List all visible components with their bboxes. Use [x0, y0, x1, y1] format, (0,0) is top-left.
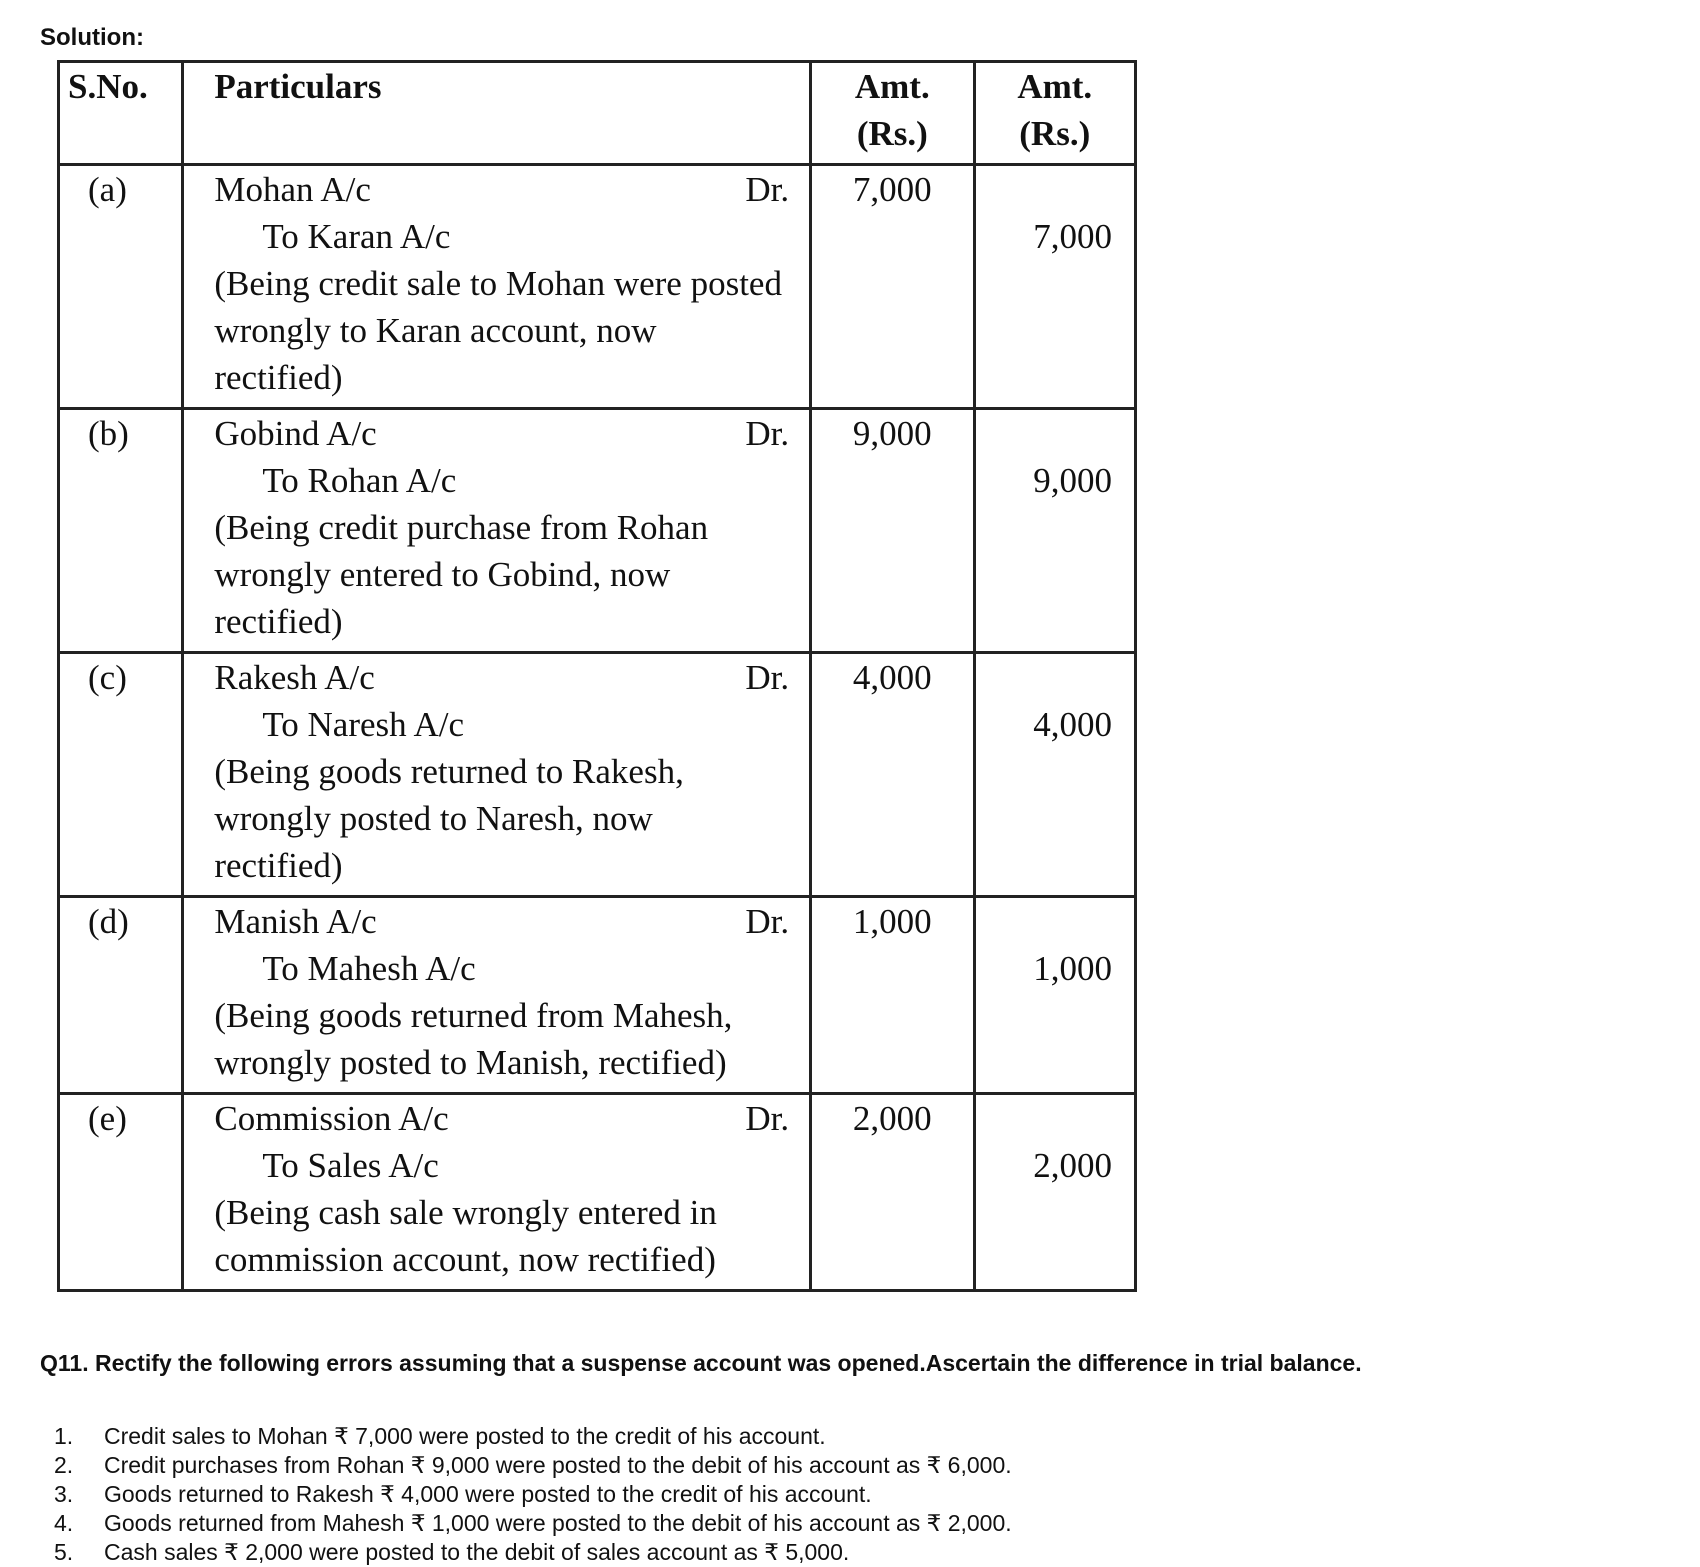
dr-marker: Dr. [745, 658, 790, 697]
credit-account: To Sales A/c [262, 1146, 439, 1185]
list-item [40, 1422, 1012, 1451]
credit-amount: 4,000 [1033, 705, 1112, 744]
list-item-number: 4. [54, 1510, 74, 1536]
header-debit-amount-line1: Amt. [854, 67, 930, 106]
row-sno: (a) [59, 165, 183, 409]
error-list [40, 1422, 1012, 1567]
list-item-number: 1. [54, 1423, 74, 1449]
credit-account: To Mahesh A/c [262, 949, 476, 988]
list-item [40, 1480, 1012, 1509]
row-sno: (b) [59, 409, 183, 653]
row-particulars [183, 165, 811, 409]
list-item-text: Cash sales ₹ 2,000 were posted to the debit of sales account as ₹ 5,000. [104, 1539, 850, 1565]
header-sno: S.No. [59, 62, 183, 165]
list-item [40, 1451, 1012, 1480]
table-header-row [59, 62, 1136, 165]
table-row [59, 165, 1136, 409]
credit-account: To Karan A/c [262, 217, 451, 256]
question-heading: Q11. Rectify the following errors assuming that a suspense account was opened.Ascertain the difference in trial balance. [40, 1350, 1362, 1376]
header-particulars: Particulars [183, 62, 811, 165]
debit-line [214, 166, 789, 213]
debit-line [214, 898, 789, 945]
table-row [59, 897, 1136, 1094]
dr-marker: Dr. [745, 1099, 790, 1138]
dr-marker: Dr. [745, 902, 790, 941]
credit-amount-cell [974, 409, 1135, 653]
header-credit-amount [974, 62, 1135, 165]
row-particulars [183, 409, 811, 653]
list-item-text: Credit sales to Mohan ₹ 7,000 were posted to the credit of his account. [104, 1423, 826, 1449]
list-item-number: 3. [54, 1481, 74, 1507]
credit-amount-cell [974, 165, 1135, 409]
debit-line [214, 1095, 789, 1142]
table-row [59, 409, 1136, 653]
credit-amount: 2,000 [1033, 1146, 1112, 1185]
narration: (Being cash sale wrongly entered in commission account, now rectified) [214, 1193, 717, 1279]
debit-amount: 9,000 [811, 409, 974, 653]
row-sno: (c) [59, 653, 183, 897]
debit-account: Manish A/c [214, 902, 377, 941]
list-item-number: 5. [54, 1539, 74, 1565]
narration: (Being goods returned from Mahesh, wrongly posted to Manish, rectified) [214, 996, 733, 1082]
credit-amount-cell [974, 1094, 1135, 1291]
credit-amount: 9,000 [1033, 461, 1112, 500]
narration: (Being credit purchase from Rohan wrongly entered to Gobind, now rectified) [214, 508, 709, 641]
list-item-text: Goods returned from Mahesh ₹ 1,000 were posted to the debit of his account as ₹ 2,000. [104, 1510, 1012, 1536]
debit-amount: 2,000 [811, 1094, 974, 1291]
dr-marker: Dr. [745, 414, 790, 453]
credit-amount-cell [974, 897, 1135, 1094]
list-item [40, 1509, 1012, 1538]
solution-label: Solution: [40, 24, 144, 51]
debit-account: Rakesh A/c [214, 658, 375, 697]
debit-account: Mohan A/c [214, 170, 371, 209]
journal-entries-table [57, 60, 1137, 1292]
credit-amount-cell [974, 653, 1135, 897]
credit-account: To Rohan A/c [262, 461, 457, 500]
debit-amount: 4,000 [811, 653, 974, 897]
debit-line [214, 410, 789, 457]
row-sno: (d) [59, 897, 183, 1094]
table-row [59, 1094, 1136, 1291]
narration: (Being credit sale to Mohan were posted wrongly to Karan account, now rectified) [214, 264, 782, 397]
header-credit-amount-line1: Amt. [1017, 67, 1093, 106]
credit-amount: 1,000 [1033, 949, 1112, 988]
header-debit-amount [811, 62, 974, 165]
list-item-text: Goods returned to Rakesh ₹ 4,000 were posted to the credit of his account. [104, 1481, 872, 1507]
debit-line [214, 654, 789, 701]
dr-marker: Dr. [745, 170, 790, 209]
credit-account: To Naresh A/c [262, 705, 465, 744]
list-item-number: 2. [54, 1452, 74, 1478]
row-particulars [183, 1094, 811, 1291]
header-debit-amount-line2: (Rs.) [856, 114, 928, 153]
list-item [40, 1538, 1012, 1567]
list-item-text: Credit purchases from Rohan ₹ 9,000 were posted to the debit of his account as ₹ 6,000. [104, 1452, 1012, 1478]
table-row [59, 653, 1136, 897]
debit-amount: 1,000 [811, 897, 974, 1094]
row-particulars [183, 653, 811, 897]
header-credit-amount-line2: (Rs.) [1019, 114, 1091, 153]
narration: (Being goods returned to Rakesh, wrongly posted to Naresh, now rectified) [214, 752, 684, 885]
debit-account: Gobind A/c [214, 414, 377, 453]
debit-account: Commission A/c [214, 1099, 449, 1138]
row-sno: (e) [59, 1094, 183, 1291]
credit-amount: 7,000 [1033, 217, 1112, 256]
row-particulars [183, 897, 811, 1094]
debit-amount: 7,000 [811, 165, 974, 409]
